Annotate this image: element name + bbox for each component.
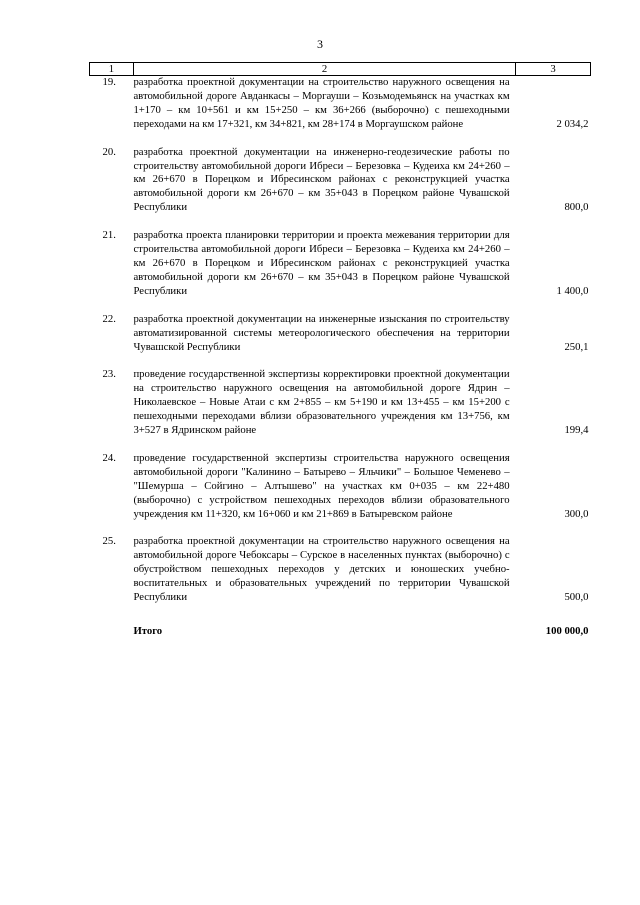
row-number: 23. bbox=[102, 368, 116, 381]
table-row bbox=[90, 535, 591, 605]
total-value: 100 000,0 bbox=[545, 625, 589, 637]
total-num-cell bbox=[90, 619, 134, 639]
row-description: разработка проектной документации на инженерные изыскания по строительству автоматизированной системы метеорологического обеспечения на территории Чувашской Республики bbox=[133, 312, 510, 353]
row-amount: 2 034,2 bbox=[556, 117, 589, 130]
row-spacer bbox=[90, 521, 591, 535]
table-row bbox=[90, 76, 591, 132]
row-description: разработка проекта планировки территории и проекта межевания территории для строительства автомобильной дороги Ибреси – Березовка – Кудеиха км 24+260 – км 26+670 в Порецком и Ибресинском районах с реконструкцией участка автомобильной дороги км 26+670 – км 35+043 в Порецком районе Чувашской Республики bbox=[133, 229, 510, 297]
table-row bbox=[90, 368, 591, 438]
table-body bbox=[90, 76, 591, 620]
table-row bbox=[90, 146, 591, 216]
row-spacer bbox=[90, 605, 591, 619]
row-amount: 500,0 bbox=[564, 591, 589, 604]
funding-table bbox=[89, 62, 591, 639]
row-number: 21. bbox=[102, 229, 116, 242]
row-description: проведение государственной экспертизы корректировки проектной документации на строительство наружного освещения на автомобильной дороге Ядрин – Николаевское – Новые Атаи с км 2+855 – км 5+190 и км 13+455 – км 15+200 с пешеходными переходами вблизи образовательного учреждения км 13+756, км 3+527 в Ядринском районе bbox=[133, 368, 510, 437]
row-amount: 199,4 bbox=[564, 424, 589, 437]
table-row bbox=[90, 452, 591, 522]
row-number: 25. bbox=[102, 535, 116, 548]
row-description: разработка проектной документации на строительство наружного освещения на автомобильной дороге Авданкасы – Моргауши – Козьмодемьянск на участках км 1+170 – км 10+561 и км 15+250 – км 36+266 (выборочно) с пешеходными переходами на км 17+321, км 34+821, км 28+174 в Моргаушском районе bbox=[133, 76, 510, 130]
row-amount: 250,1 bbox=[564, 340, 589, 353]
table-row bbox=[90, 229, 591, 299]
row-amount: 1 400,0 bbox=[556, 284, 589, 297]
row-number: 19. bbox=[102, 76, 116, 88]
row-number: 24. bbox=[102, 451, 116, 464]
table-row bbox=[90, 313, 591, 355]
row-spacer bbox=[90, 132, 591, 146]
table-header-row bbox=[90, 63, 591, 76]
row-description: разработка проектной документации на инженерно-геодезические работы по строительству автомобильной дороги Ибреси – Березовка – Кудеиха км 24+260 – км 26+670 в Порецком и Ибресинском районах с реконструкцией участка автомобильной дороги км 26+670 – км 35+043 в Порецком районе Чувашской Республики bbox=[133, 145, 510, 214]
row-spacer bbox=[90, 354, 591, 368]
row-spacer bbox=[90, 215, 591, 229]
total-row bbox=[90, 619, 591, 639]
column-header-3: 3 bbox=[516, 63, 591, 76]
column-header-2: 2 bbox=[133, 63, 515, 76]
total-label: Итого bbox=[133, 625, 163, 637]
row-amount: 300,0 bbox=[564, 507, 589, 520]
row-number: 22. bbox=[102, 312, 116, 325]
column-header-1: 1 bbox=[90, 63, 134, 76]
row-spacer bbox=[90, 438, 591, 452]
row-description: разработка проектной документации на строительство наружного освещения на автомобильной дороге Чебоксары – Сурское в населенных пунктах (выборочно) с обустройством пешеходных переходов у детских и юношеских учебно-воспитательных и образовательных учреждений по территории Чувашской Республики bbox=[133, 535, 510, 604]
row-description: проведение государственной экспертизы строительства наружного освещения автомобильной дороги "Калинино – Батырево – Яльчики" – Большое Чеменево – "Шемурша – Сойгино – Алтышево" на участках км 0+035 – км 22+480 (выборочно) с устройством пешеходных переходов вблизи образовательного учреждения км 11+320, км 16+060 и км 21+869 в Батыревском районе bbox=[133, 451, 510, 520]
row-amount: 800,0 bbox=[564, 201, 589, 214]
row-spacer bbox=[90, 299, 591, 313]
page-number: 3 bbox=[317, 37, 323, 51]
row-number: 20. bbox=[102, 145, 116, 158]
